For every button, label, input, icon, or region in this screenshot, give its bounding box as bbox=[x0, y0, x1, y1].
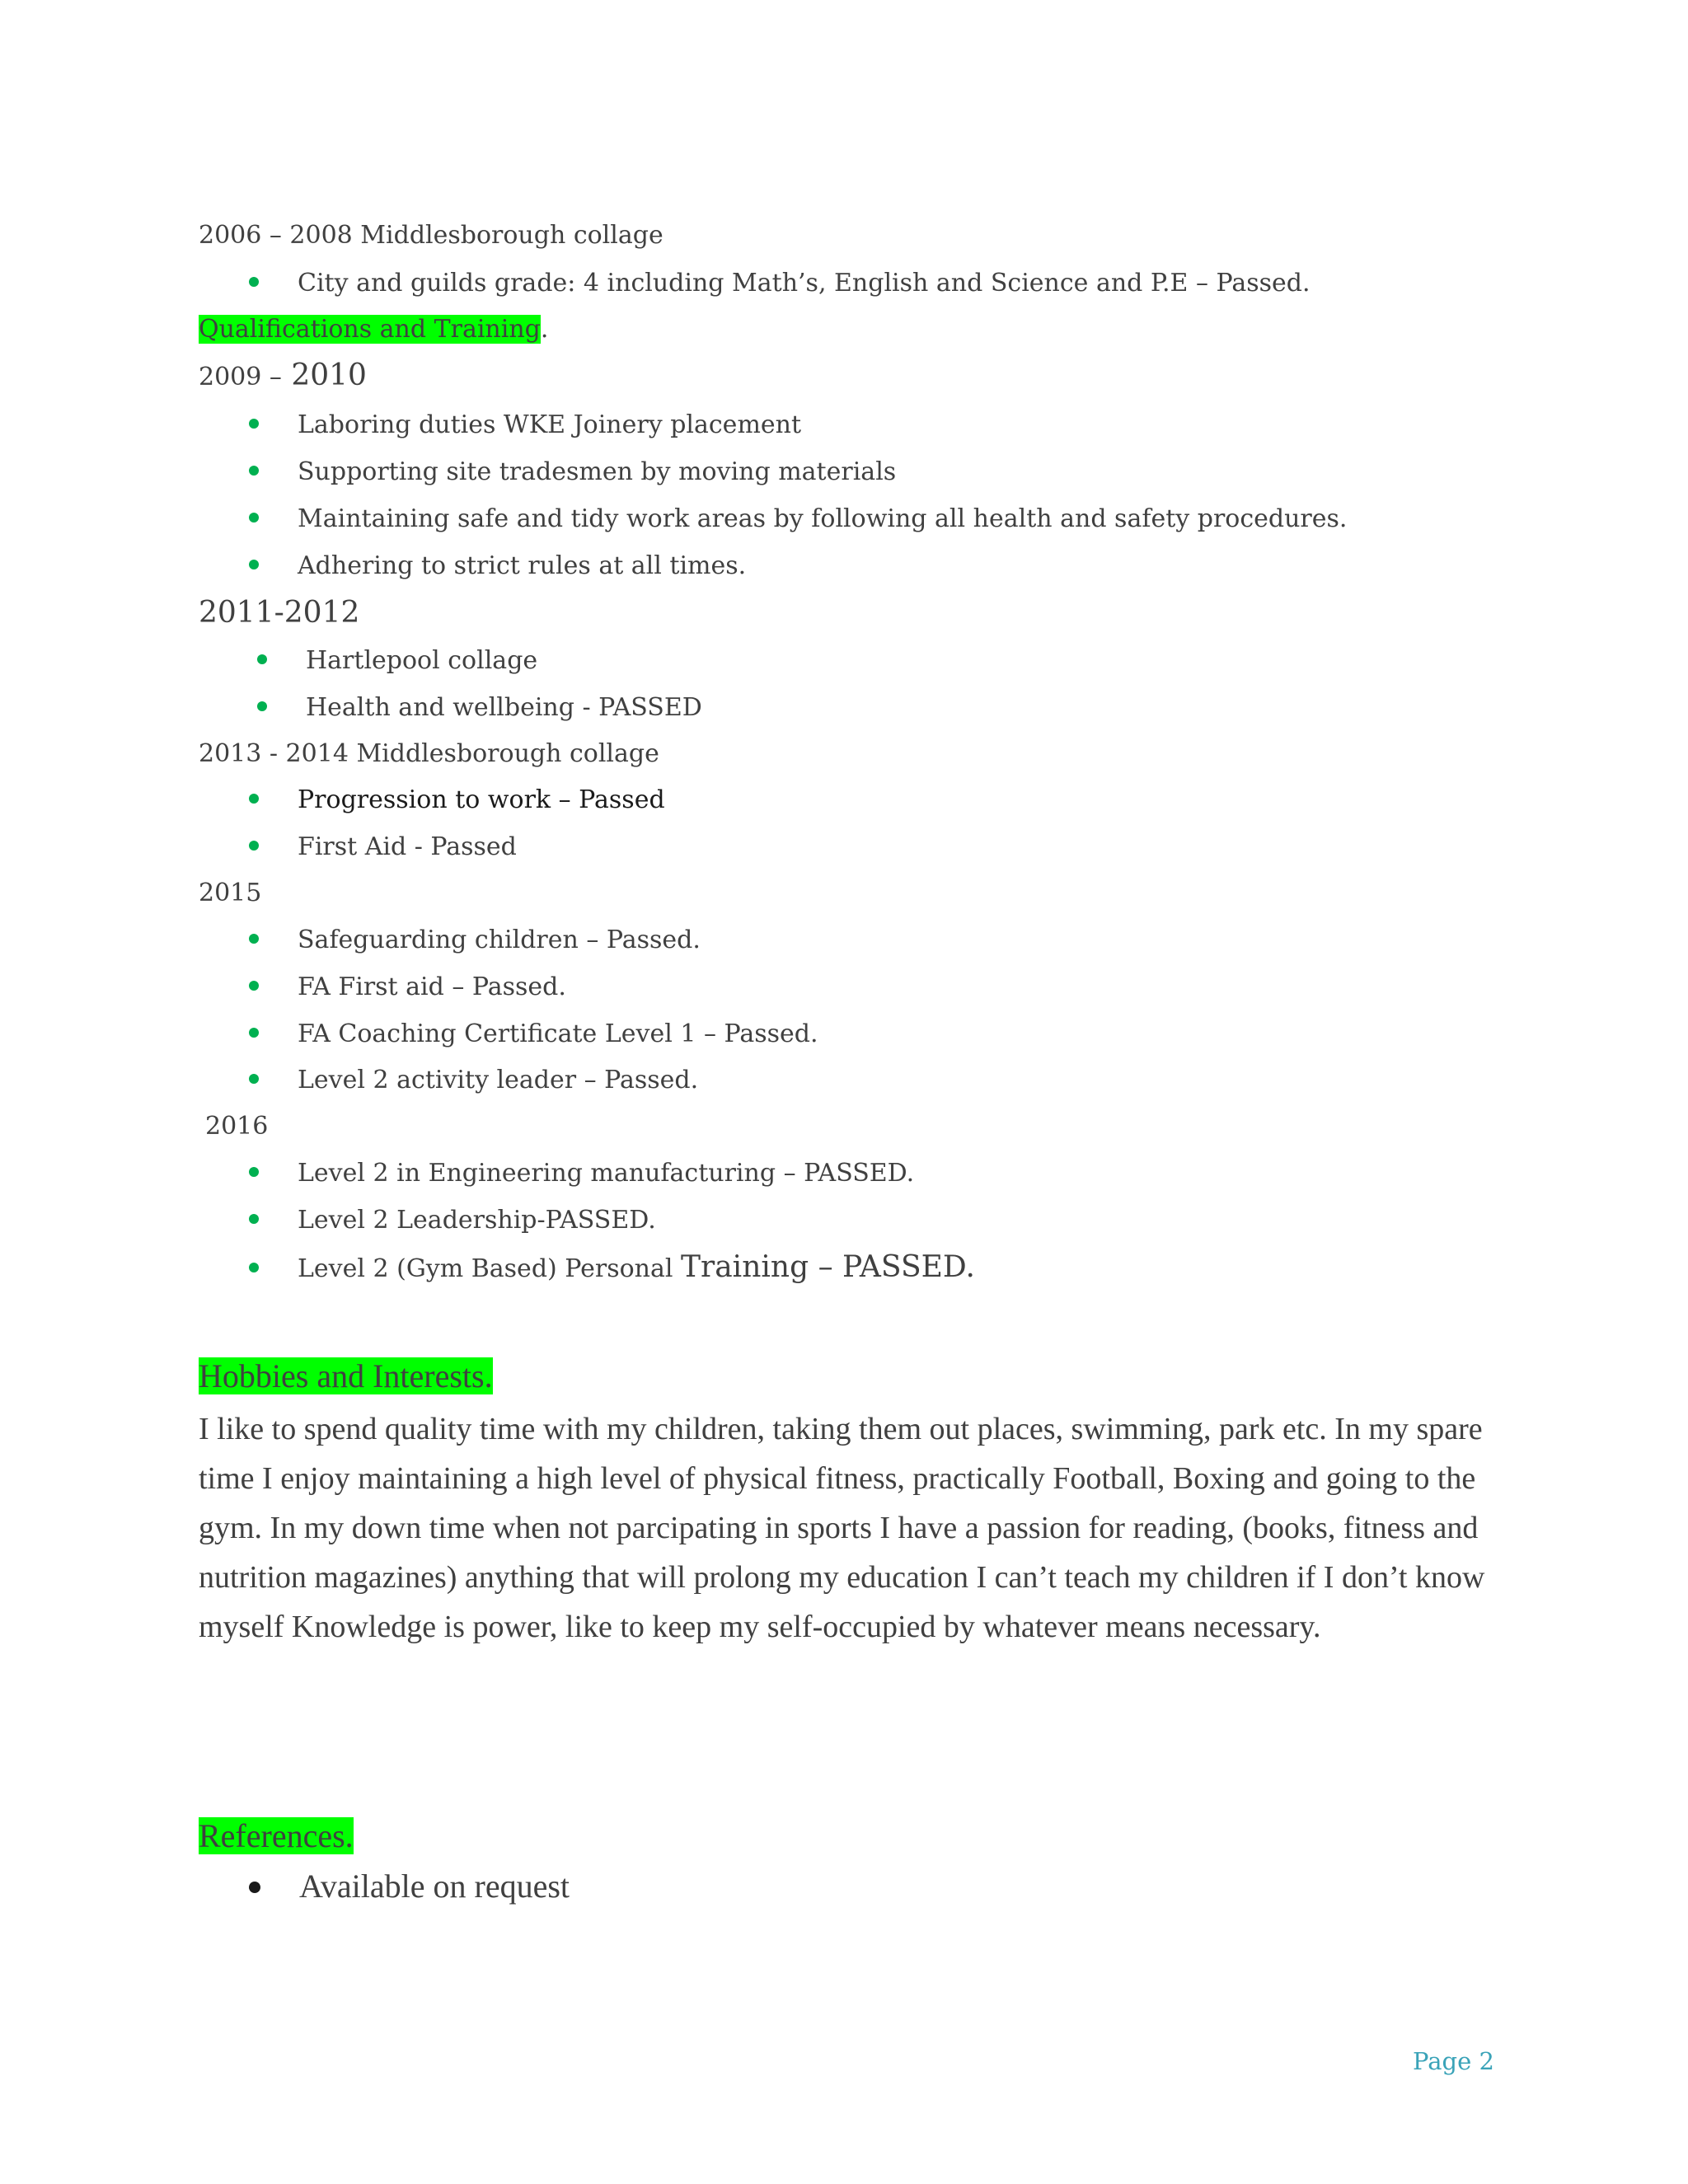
bullet-icon bbox=[249, 1167, 259, 1177]
hobbies-title: Hobbies and Interests. bbox=[199, 1357, 493, 1394]
list-item: FA First aid – Passed. bbox=[249, 972, 566, 1002]
bullet-icon bbox=[249, 934, 259, 944]
year-2013-heading: 2013 - 2014 Middlesborough collage bbox=[199, 739, 659, 768]
hobbies-heading bbox=[199, 1358, 493, 1394]
list-item: City and guilds grade: 4 including Math’s, English and Science and P.E – Passed. bbox=[249, 269, 1311, 298]
list-item: Available on request bbox=[249, 1868, 570, 1905]
list-item: Level 2 Leadership-PASSED. bbox=[249, 1206, 656, 1235]
list-item: Adhering to strict rules at all times. bbox=[249, 551, 746, 581]
bullet-icon bbox=[249, 841, 259, 851]
list-item: Safeguarding children – Passed. bbox=[249, 926, 701, 955]
bullet-icon bbox=[249, 1028, 259, 1038]
bullet-icon bbox=[249, 419, 259, 429]
references-heading bbox=[199, 1818, 354, 1854]
list-item: Hartlepool collage bbox=[257, 646, 537, 676]
year-2016-heading: 2016 bbox=[205, 1112, 269, 1141]
bullet-icon bbox=[249, 513, 259, 523]
list-item: Laboring duties WKE Joinery placement bbox=[249, 410, 801, 440]
list-item: Level 2 (Gym Based) Personal Training – PASSED. bbox=[249, 1253, 975, 1284]
bullet-icon bbox=[249, 794, 259, 804]
hobbies-paragraph: I like to spend quality time with my children, taking them out places, swimming, park etc. In my spare time I enjoy maintaining a high level of physical fitness, practically Football, Boxing and going to the gym. In my down time when not parcipating in sports I have a passion for reading, (books, fitness and nutrition magazines) anything that will prolong my education I can’t teach my children if I don’t know myself Knowledge is power, like to keep my self-occupied by whatever means necessary. bbox=[199, 1412, 1485, 1644]
list-item: FA Coaching Certificate Level 1 – Passed. bbox=[249, 1019, 818, 1049]
education-header: 2006 – 2008 Middlesborough collage bbox=[199, 221, 663, 250]
list-item: Level 2 activity leader – Passed. bbox=[249, 1066, 698, 1095]
list-item: Maintaining safe and tidy work areas by following all health and safety procedures. bbox=[249, 504, 1347, 534]
list-item: Health and wellbeing - PASSED bbox=[257, 693, 702, 723]
year-2011-heading: 2011-2012 bbox=[199, 596, 360, 630]
list-item: Progression to work – Passed bbox=[249, 785, 665, 815]
bullet-icon bbox=[249, 560, 259, 569]
bullet-icon bbox=[249, 981, 259, 991]
bullet-icon bbox=[257, 654, 267, 664]
list-item: First Aid - Passed bbox=[249, 832, 517, 862]
qualifications-heading: Qualifications and Training. bbox=[199, 315, 549, 344]
page-number: Page 2 bbox=[1413, 2047, 1494, 2075]
bullet-icon bbox=[249, 1074, 259, 1084]
year-2009-heading: 2009 – 2010 bbox=[199, 359, 367, 392]
year-2015-heading: 2015 bbox=[199, 879, 262, 907]
bullet-icon bbox=[249, 277, 259, 287]
bullet-icon bbox=[249, 1263, 259, 1272]
bullet-icon bbox=[249, 1882, 260, 1893]
list-item: Supporting site tradesmen by moving materials bbox=[249, 457, 896, 487]
qualifications-title: Qualifications and Training bbox=[199, 315, 541, 344]
list-item: Level 2 in Engineering manufacturing – PASSED. bbox=[249, 1159, 914, 1188]
references-title: References. bbox=[199, 1817, 354, 1854]
bullet-icon bbox=[257, 701, 267, 711]
bullet-icon bbox=[249, 1214, 259, 1224]
bullet-icon bbox=[249, 466, 259, 476]
